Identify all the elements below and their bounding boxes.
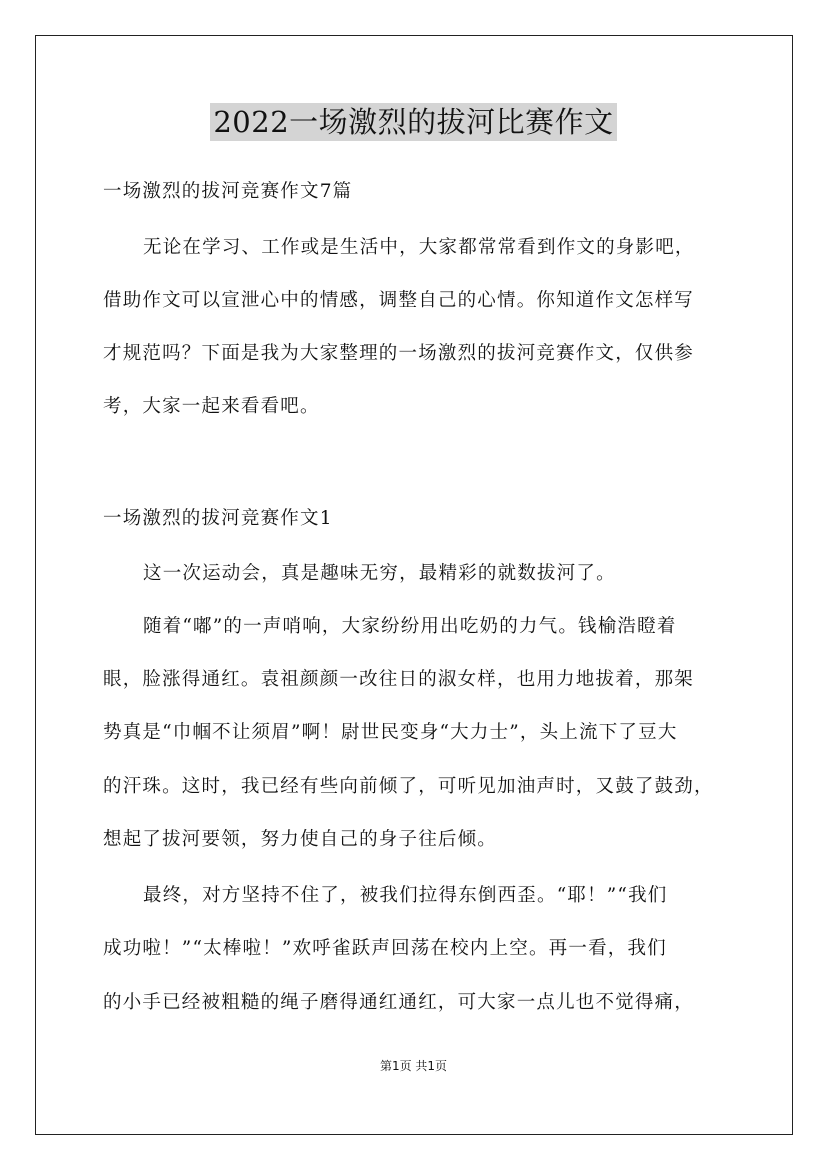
intro-line-1: 无论在学习、工作或是生活中，大家都常常看到作文的身影吧， [143, 237, 695, 258]
section-heading: 一场激烈的拔河竞赛作文1 [103, 508, 333, 529]
body-line-5: 的汗珠。这时，我已经有些向前倾了，可听见加油声时，又鼓了鼓劲， [103, 776, 714, 797]
title-container [0, 103, 827, 141]
body-line-2: 随着“嘟”的一声哨响，大家纷纷用出吃奶的力气。钱榆浩瞪着 [143, 616, 677, 637]
body-line-4: 势真是“巾帼不让须眉”啊！尉世民变身“大力士”，头上流下了豆大 [103, 722, 678, 743]
document-title: 2022一场激烈的拔河比赛作文 [210, 103, 616, 141]
intro-line-4: 考，大家一起来看看吧。 [103, 396, 320, 417]
body-line-8: 成功啦！”“太棒啦！”欢呼雀跃声回荡在校内上空。再一看，我们 [103, 938, 667, 959]
intro-line-2: 借助作文可以宣泄心中的情感，调整自己的心情。你知道作文怎样写 [103, 290, 695, 311]
body-line-9: 的小手已经被粗糙的绳子磨得通红通红，可大家一点儿也不觉得痛， [103, 992, 695, 1013]
subtitle: 一场激烈的拔河竞赛作文7篇 [103, 181, 353, 202]
body-line-6: 想起了拔河要领，努力使自己的身子往后倾。 [103, 829, 498, 850]
page-footer: 第1页 共1页 [379, 1059, 448, 1073]
body-line-1: 这一次运动会，真是趣味无穷，最精彩的就数拔河了。 [143, 563, 616, 584]
body-line-3: 眼，脸涨得通红。袁祖颜颜一改往日的淑女样，也用力地拔着，那架 [103, 669, 695, 690]
intro-line-3: 才规范吗？下面是我为大家整理的一场激烈的拔河竞赛作文，仅供参 [103, 343, 695, 364]
body-line-7: 最终，对方坚持不住了，被我们拉得东倒西歪。“耶！”“我们 [143, 885, 668, 906]
